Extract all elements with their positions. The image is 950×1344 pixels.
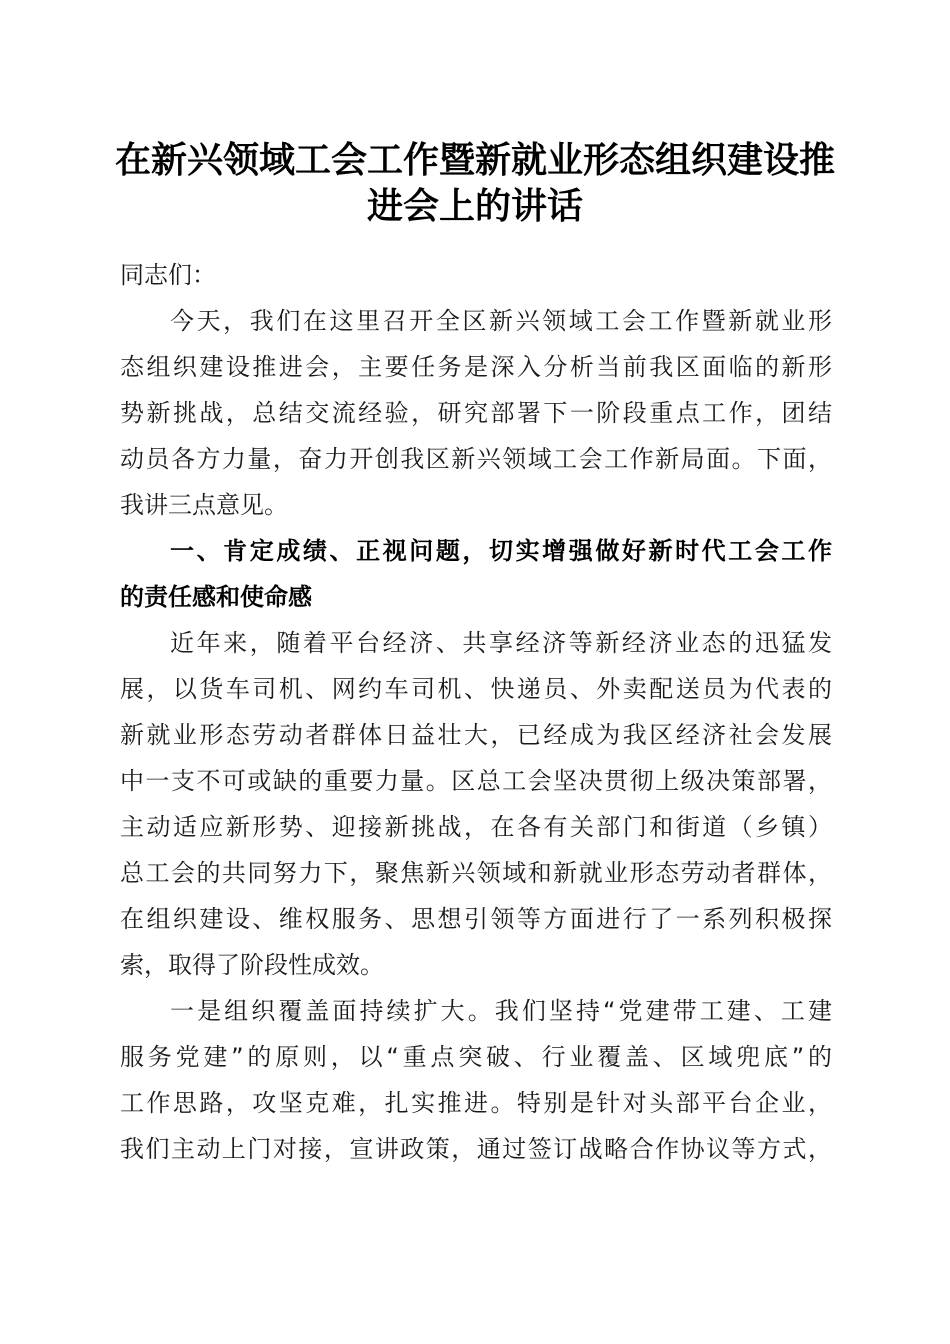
paragraph-line: 主动适应新形势、迎接新挑战，在各有关部门和街道（乡镇） (120, 813, 832, 841)
paragraph-line: 一是组织覆盖面持续扩大。我们坚持“党建带工建、工建 (170, 997, 832, 1025)
title-line: 在新兴领域工会工作暨新就业形态组织建设推 (114, 139, 835, 181)
paragraph-line: 中一支不可或缺的重要力量。区总工会坚决贯彻上级决策部署， (120, 767, 832, 795)
paragraph-coverage (120, 988, 832, 1172)
paragraph-line: 我们主动上门对接，宣讲政策，通过签订战略合作协议等方式， (120, 1135, 832, 1163)
paragraph-line: 新就业形态劳动者群体日益壮大，已经成为我区经济社会发展 (120, 721, 832, 749)
paragraph-line: 总工会的共同努力下，聚焦新兴领域和新就业形态劳动者群体， (120, 859, 832, 887)
document-body (120, 252, 832, 1172)
paragraph-line: 动员各方力量，奋力开创我区新兴领域工会工作新局面。下面， (120, 445, 832, 473)
paragraph-line: 工作思路，攻坚克难，扎实推进。特别是针对头部平台企业， (120, 1089, 832, 1117)
paragraph-achievements (120, 620, 832, 988)
document-title (100, 137, 850, 229)
paragraph-opening (120, 298, 832, 528)
title-line: 进会上的讲话 (366, 185, 583, 227)
paragraph-line: 今天，我们在这里召开全区新兴领域工会工作暨新就业形 (170, 307, 832, 335)
paragraph-line: 服务党建”的原则，以“重点突破、行业覆盖、区域兜底”的 (120, 1043, 832, 1071)
heading-line: 的责任感和使命感 (120, 583, 312, 611)
section-heading-1 (120, 528, 832, 620)
paragraph-line: 态组织建设推进会，主要任务是深入分析当前我区面临的新形 (120, 353, 832, 381)
paragraph-line: 我讲三点意见。 (120, 491, 288, 519)
paragraph-line: 索，取得了阶段性成效。 (120, 951, 384, 979)
heading-line: 一、肯定成绩、正视问题，切实增强做好新时代工会工作 (170, 537, 832, 565)
paragraph-line: 展，以货车司机、网约车司机、快递员、外卖配送员为代表的 (120, 675, 832, 703)
paragraph-line: 在组织建设、维权服务、思想引领等方面进行了一系列积极探 (120, 905, 832, 933)
salutation: 同志们： (120, 261, 216, 289)
paragraph-line: 势新挑战，总结交流经验，研究部署下一阶段重点工作，团结 (120, 399, 832, 427)
paragraph-line: 近年来，随着平台经济、共享经济等新经济业态的迅猛发 (170, 629, 832, 657)
